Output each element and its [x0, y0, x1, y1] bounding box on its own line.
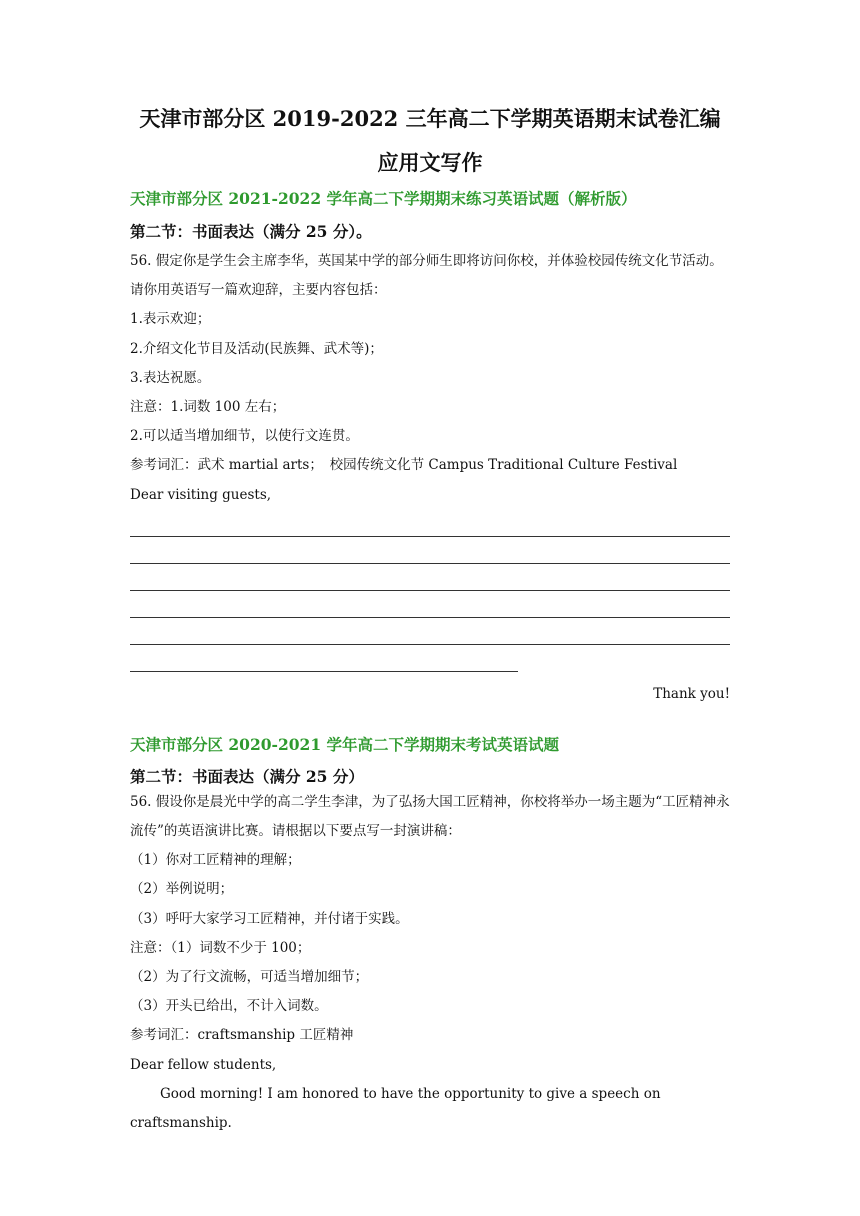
content-point: 2.介绍文化节目及活动(民族舞、武术等)； [130, 340, 383, 357]
reference-vocab: 参考词汇：武术 martial arts； 校园传统文化节 Campus Traditional Culture Festival [130, 457, 678, 474]
content-point: （2）举例说明； [130, 881, 234, 898]
section-source-title: 天津市部分区 2020-2021 学年高二下学期期末考试英语试题 [130, 734, 560, 754]
section-2020-2021 [130, 734, 730, 1138]
reference-vocab: 参考词汇：craftsmanship 工匠精神 [130, 1027, 354, 1044]
document-title: 天津市部分区 2019-2022 三年高二下学期英语期末试卷汇编 [139, 106, 721, 131]
letter-salutation: Dear fellow students, [130, 1056, 277, 1073]
note-line: 注意：1.词数 100 左右； [130, 399, 286, 416]
answer-line[interactable] [130, 510, 730, 537]
note-line: （3）开头已给出，不计入词数。 [130, 998, 328, 1015]
task-prompt: 56. 假设你是晨光中学的高二学生李津，为了弘扬大国工匠精神，你校将举办一场主题为“工匠精神永流传”的英语演讲比赛。请根据以下要点写一封演讲稿： [130, 793, 730, 840]
note-line: 注意：（1）词数不少于 100； [130, 939, 311, 956]
content-point: （3）呼吁大家学习工匠精神，并付诸于实践。 [130, 910, 409, 927]
document-body [130, 104, 730, 1138]
content-point: 3.表达祝愿。 [130, 369, 211, 386]
answer-line[interactable] [130, 645, 518, 672]
section-source-title: 天津市部分区 2021-2022 学年高二下学期期末练习英语试题（解析版） [130, 189, 637, 208]
part-heading: 第二节：书面表达（满分 25 分）。 [130, 222, 372, 241]
letter-opening: Good morning! I am honored to have the opportunity to give a speech on craftsmanship. [130, 1085, 661, 1132]
answer-line[interactable] [130, 537, 730, 564]
content-point: 1.表示欢迎； [130, 311, 211, 328]
section-2021-2022 [130, 188, 730, 708]
answer-line[interactable] [130, 564, 730, 591]
note-line: 2.可以适当增加细节，以使行文连贯。 [130, 428, 359, 445]
note-line: （2）为了行文流畅，可适当增加细节； [130, 969, 369, 986]
content-point: （1）你对工匠精神的理解； [130, 852, 301, 869]
part-heading: 第二节：书面表达（满分 25 分） [130, 766, 364, 786]
answer-line[interactable] [130, 591, 730, 618]
letter-closing: Thank you! [653, 685, 730, 702]
answer-lines [130, 510, 730, 672]
answer-line[interactable] [130, 618, 730, 645]
task-prompt: 56. 假定你是学生会主席李华，英国某中学的部分师生即将访问你校，并体验校园传统文化节活动。请你用英语写一篇欢迎辞，主要内容包括： [130, 253, 723, 299]
letter-salutation: Dear visiting guests, [130, 486, 272, 503]
document-subtitle: 应用文写作 [377, 150, 483, 175]
